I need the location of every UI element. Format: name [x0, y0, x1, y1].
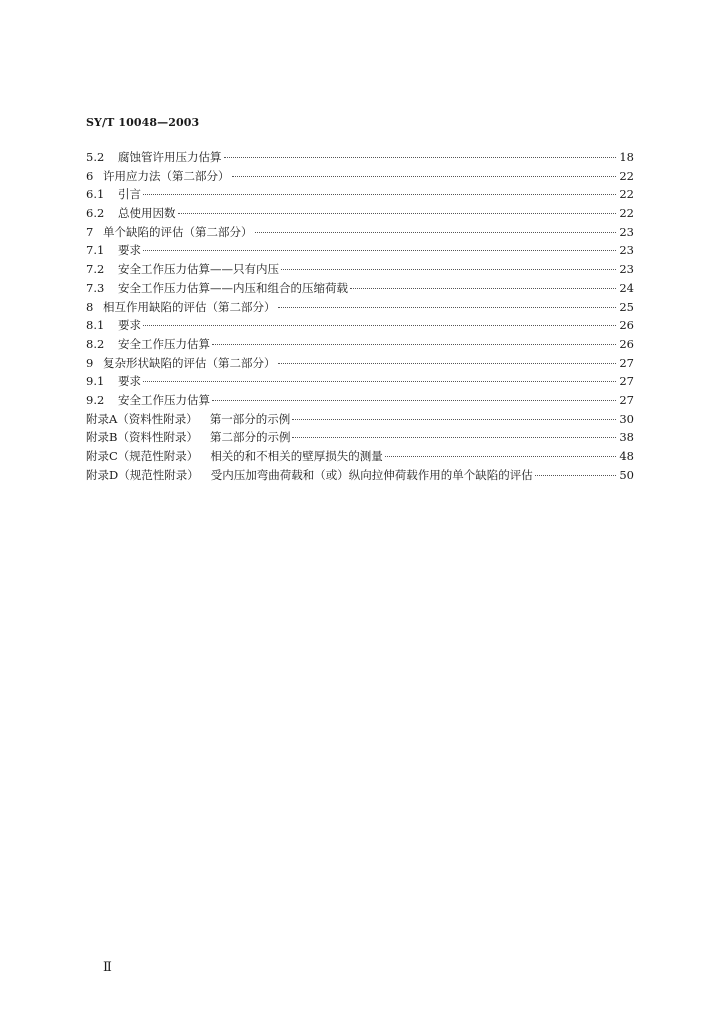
toc-entry	[86, 185, 634, 204]
toc-entry-appendix	[86, 428, 634, 447]
toc-number: 6.2	[86, 206, 105, 221]
toc-title: 单个缺陷的评估（第二部分）	[103, 224, 253, 239]
toc-title: 总使用因数	[118, 206, 176, 221]
toc-leader	[143, 325, 616, 326]
toc-title: 许用应力法（第二部分）	[103, 168, 230, 183]
toc-leader	[143, 194, 616, 195]
toc-entry	[86, 354, 634, 373]
toc-number: 8.1	[86, 318, 105, 333]
toc-title: 相关的和不相关的壁厚损失的测量	[210, 449, 383, 463]
toc-entry	[86, 204, 634, 223]
toc-page: 27	[619, 355, 634, 370]
toc-number: 8.2	[86, 336, 105, 351]
toc-entry	[86, 223, 634, 242]
toc-leader	[281, 269, 616, 270]
toc-page: 26	[619, 318, 634, 333]
toc-number: 6.1	[86, 187, 105, 202]
toc-leader	[292, 419, 616, 420]
toc-number: 5.2	[86, 150, 105, 164]
toc-leader	[212, 344, 616, 345]
toc-entry	[86, 298, 634, 317]
toc-leader	[350, 288, 616, 289]
toc-page: 23	[619, 243, 634, 258]
toc-title: 复杂形状缺陷的评估（第二部分）	[103, 355, 276, 370]
toc-number: 8	[86, 299, 94, 314]
toc-page: 30	[619, 411, 634, 426]
toc-entry-appendix	[86, 466, 634, 485]
toc-entry	[86, 335, 634, 354]
toc-number: 7.3	[86, 280, 105, 295]
toc-leader	[178, 213, 617, 214]
toc-entry	[86, 279, 634, 298]
toc-title: 腐蚀管许用压力估算	[118, 150, 222, 164]
toc-entry-appendix	[86, 447, 634, 466]
toc-title: 受内压加弯曲荷载和（或）纵向拉伸荷载作用的单个缺陷的评估	[210, 467, 533, 482]
toc-entry	[86, 316, 634, 335]
toc-leader	[212, 400, 616, 401]
toc-page: 24	[619, 280, 634, 295]
toc-entry-appendix	[86, 410, 634, 429]
toc-leader	[143, 250, 616, 251]
toc-page: 48	[619, 449, 634, 463]
toc-page: 27	[619, 392, 634, 407]
toc-number: 附录A（资料性附录）	[86, 411, 198, 426]
toc-title: 要求	[118, 243, 141, 258]
toc-number: 7.2	[86, 262, 105, 277]
toc-leader	[278, 363, 617, 364]
toc-page: 18	[619, 150, 634, 164]
toc-page: 23	[619, 224, 634, 239]
toc-entry	[86, 391, 634, 410]
toc-page: 50	[619, 467, 634, 482]
toc-number: 附录B（资料性附录）	[86, 430, 198, 445]
toc-title: 安全工作压力估算——只有内压	[118, 262, 279, 277]
toc-title: 安全工作压力估算	[118, 336, 210, 351]
toc-number: 7	[86, 224, 94, 239]
toc-leader	[385, 456, 617, 457]
toc-leader	[143, 381, 616, 382]
toc-page: 22	[619, 206, 634, 221]
toc-leader	[232, 176, 617, 177]
toc-title: 要求	[118, 374, 141, 389]
toc-entry	[86, 372, 634, 391]
toc-title: 相互作用缺陷的评估（第二部分）	[103, 299, 276, 314]
toc-page: 25	[619, 299, 634, 314]
toc-number: 7.1	[86, 243, 105, 258]
toc-leader	[278, 307, 617, 308]
toc-title: 要求	[118, 318, 141, 333]
toc-page: 22	[619, 187, 634, 202]
toc-page: 22	[619, 168, 634, 183]
toc-page: 23	[619, 262, 634, 277]
toc-entry	[86, 241, 634, 260]
table-of-contents	[86, 148, 634, 484]
toc-number: 附录D（规范性附录）	[86, 467, 199, 482]
page-number: Ⅱ	[103, 960, 112, 975]
toc-number: 9.1	[86, 374, 105, 389]
toc-title: 安全工作压力估算——内压和组合的压缩荷载	[118, 280, 348, 295]
toc-page: 26	[619, 336, 634, 351]
toc-leader	[255, 232, 617, 233]
toc-entry	[86, 148, 634, 167]
toc-leader	[224, 157, 617, 158]
toc-leader	[535, 475, 617, 476]
toc-title: 引言	[118, 187, 141, 202]
toc-page: 27	[619, 374, 634, 389]
toc-number: 附录C（规范性附录）	[86, 449, 199, 463]
toc-number: 6	[86, 168, 94, 183]
toc-number: 9.2	[86, 392, 105, 407]
toc-entry	[86, 167, 634, 186]
toc-entry	[86, 260, 634, 279]
toc-title: 安全工作压力估算	[118, 392, 210, 407]
toc-title: 第一部分的示例	[209, 411, 291, 426]
document-code: SY/T 10048—2003	[86, 116, 200, 129]
toc-page: 38	[619, 430, 634, 445]
toc-number: 9	[86, 355, 94, 370]
toc-title: 第二部分的示例	[209, 430, 291, 445]
toc-leader	[292, 437, 616, 438]
